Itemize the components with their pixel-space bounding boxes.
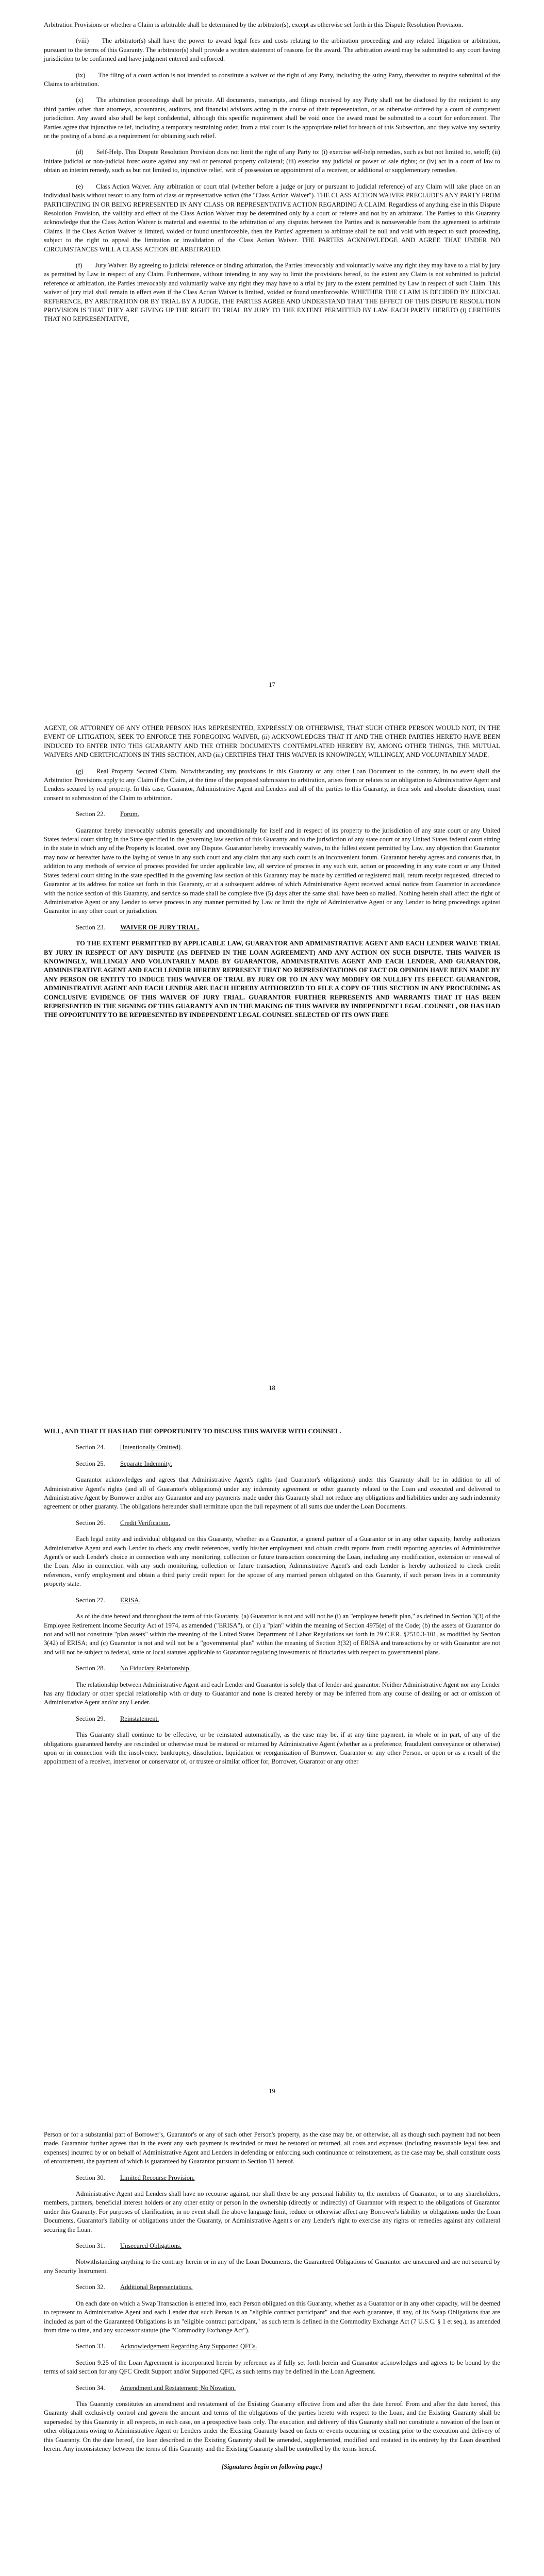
section-title: No Fiduciary Relationship. xyxy=(120,1665,191,1672)
section-22-heading xyxy=(76,810,500,819)
section-title: ERISA. xyxy=(120,1596,141,1604)
paragraph-f-jury-waiver: (f) Jury Waiver. By agreeing to judicial reference or binding arbitration, the Parties irrevocably and voluntarily waive any right they may have to a trial by jury as permitted by Law in respect of any Claim. Furthermore, without intending in any way to limit the provisions hereof, to the extent any Claim is not submitted to judicial reference or arbitration, the Parties irrevocably and voluntarily waive any right they may have to a trial by jury to the extent permitted by Law in respect of such Claim. This waiver of jury trial shall remain in effect even if the Class Action Waiver is limited, voided or found unenforceable. WHETHER THE CLAIM IS DECIDED BY JUDICIAL REFERENCE, BY ARBITRATION OR BY TRIAL BY A JUDGE, THE PARTIES AGREE AND UNDERSTAND THAT THE EFFECT OF THIS DISPUTE RESOLUTION PROVISION IS THAT THEY ARE GIVING UP THE RIGHT TO TRIAL BY JURY TO THE EXTENT PERMITTED BY LAW. EACH PARTY HERETO (i) CERTIFIES THAT NO REPRESENTATIVE, xyxy=(44,261,500,323)
section-30-body: Administrative Agent and Lenders shall have no recourse against, nor shall there be any personal liability to, the members of Guarantor, or to any shareholders, members, partners, beneficial interest holders or any other entity or person in the ownership (directly or indirectly) of Guarantor with respect to the obligations of Guarantor under this Guaranty. For purposes of clarification, in no event shall the above language limit, reduce or otherwise affect any Borrower's liability or obligations under the Loan Documents, Guarantor's liability or obligations under the Guaranty, or Administrative Agent's or any Lender's right to exercise any rights or remedies against any collateral securing the Loan. xyxy=(44,2190,500,2233)
section-number: Section 24. xyxy=(76,1444,105,1451)
document-page-17 xyxy=(0,0,544,703)
paragraph-waiver-end: WILL, AND THAT IT HAS HAD THE OPPORTUNITY TO DISCUSS THIS WAIVER WITH COUNSEL. xyxy=(44,1428,341,1435)
section-23-heading xyxy=(76,923,500,932)
section-33-body: Section 9.25 of the Loan Agreement is incorporated herein by reference as if fully set forth herein and Guarantor acknowledges and agrees to be bound by the terms of said section for any QFC Credit Support and/or Supported QFC, as such terms may be defined in the Loan Agreement. xyxy=(44,2359,500,2376)
section-31-heading xyxy=(76,2242,500,2250)
section-title: Acknowledgement Regarding Any Supported QFCs. xyxy=(120,2343,257,2350)
section-26-heading xyxy=(76,1519,500,1528)
paragraph-d-self-help: (d) Self-Help. This Dispute Resolution Provision does not limit the right of any Party to: (i) exercise self-help remedies, such as but not limited to, setoff; (ii) initiate judicial or non-judicial foreclosure against any real or personal property collateral; (iii) exercise any judicial or power of sale rights; or (iv) act in a court of law to obtain an interim remedy, such as but not limited to, injunctive relief, writ of possession or appointment of a receiver, or additional or supplementary remedies. xyxy=(44,148,500,174)
section-31-body: Notwithstanding anything to the contrary herein or in any of the Loan Documents, the Guaranteed Obligations of Guarantor are unsecured and are not secured by any Security Instrument. xyxy=(44,2258,500,2275)
section-title: [Intentionally Omitted]. xyxy=(120,1444,183,1451)
document-page-20 xyxy=(0,2110,544,2576)
section-number: Section 23. xyxy=(76,923,105,931)
section-title: Unsecured Obligations. xyxy=(120,2242,182,2250)
section-33-heading xyxy=(76,2342,500,2351)
section-number: Section 28. xyxy=(76,1665,105,1672)
page-number: 18 xyxy=(269,1384,275,1392)
section-29-heading xyxy=(76,1715,500,1723)
section-25-body: Guarantor acknowledges and agrees that Administrative Agent's rights (and Guarantor's obligations) under this Guaranty shall be in addition to all of Administrative Agent's rights (and all of Guarantor's obligations) under any indemnity agreement or other guaranty related to the Loan and executed and delivered to Administrative Agent by Borrower and/or any Guarantor and any payments made under this Guaranty shall not reduce any obligations and liabilities under any such indemnity agreement or other guaranty. The obligations hereunder shall terminate upon the full repayment of all sums due under the Loan Documents. xyxy=(44,1476,500,1511)
section-title: Additional Representations. xyxy=(120,2283,193,2291)
section-24-heading xyxy=(76,1443,500,1452)
section-number: Section 31. xyxy=(76,2242,105,2250)
document-page-18 xyxy=(0,703,544,1406)
section-28-body: The relationship between Administrative Agent and each Lender and Guarantor is solely that of lender and guarantor. Neither Administrative Agent nor any Lender has any fiduciary or other special relationship with or duty to Guarantor and none is created hereby or may be inferred from any course of dealing or act or omission of Administrative Agent and/or any Lender. xyxy=(44,1681,500,1706)
paragraph-e-class-action-waiver: (e) Class Action Waiver. Any arbitration or court trial (whether before a judge or jury or pursuant to judicial reference) of any Claim will take place on an individual basis without resort to any form of class or representative action (the "Class Action Waiver"). THE CLASS ACTION WAIVER PRECLUDES ANY PARTY FROM PARTICIPATING IN OR BEING REPRESENTED IN ANY CLASS OR REPRESENTATIVE ACTION REGARDING A CLAIM. Regardless of anything else in this Dispute Resolution Provision, the validity and effect of the Class Action Waiver may be determined only by a court or referee and not by an arbitrator. The Parties to this Guaranty acknowledge that the Class Action Waiver is material and essential to the arbitration of any disputes between the Parties and is nonseverable from the agreement to arbitrate Claims. If the Class Action Waiver is limited, voided or found unenforceable, then the Parties' agreement to arbitrate shall be null and void with respect to such proceeding, subject to the right to appeal the limitation or invalidation of the Class Action Waiver. THE PARTIES ACKNOWLEDGE AND AGREE THAT UNDER NO CIRCUMSTANCES WILL A CLASS ACTION BE ARBITRATED. xyxy=(44,182,500,253)
section-26-body: Each legal entity and individual obligated on this Guaranty, whether as a Guarantor, a general partner of a Guarantor or in any other capacity, hereby authorizes Administrative Agent and each Lender to check any credit references, verify his/her employment and obtain credit reports from credit reporting agencies of Administrative Agent's or such Lender's choice in connection with any monitoring, collection or future transaction concerning the Loan, including any modification, extension or renewal of the Loan. Also in connection with any such monitoring, collection or future transaction, Administrative Agent's and each Lender is hereby authorized to check credit references, verify employment and obtain a third party credit report for the spouse of any married person obligated on this Guaranty, if such person lives in a community property state. xyxy=(44,1535,500,1588)
paragraph-waiver-continuation: AGENT, OR ATTORNEY OF ANY OTHER PERSON HAS REPRESENTED, EXPRESSLY OR OTHERWISE, THAT SUCH OTHER PERSON WOULD NOT, IN THE EVENT OF LITIGATION, SEEK TO ENFORCE THE FOREGOING WAIVER, (ii) ACKNOWLEDGES THAT IT AND THE OTHER PARTIES HERETO HAVE BEEN INDUCED TO ENTER INTO THIS GUARANTY AND THE OTHER DOCUMENTS CONTEMPLATED HEREBY BY, AMONG OTHER THINGS, THE MUTUAL WAIVERS AND CERTIFICATIONS IN THIS SECTION, AND (iii) CERTIFIES THAT THIS WAIVER IS KNOWINGLY, WILLINGLY, AND VOLUNTARILY MADE. xyxy=(44,724,500,759)
section-number: Section 26. xyxy=(76,1519,105,1527)
section-number: Section 25. xyxy=(76,1460,105,1467)
paragraph-g-real-property: (g) Real Property Secured Claim. Notwithstanding any provisions in this Guaranty or any other Loan Document to the contrary, in no event shall the Arbitration Provisions apply to any Claim if the Claim, at the time of the proposed submission to arbitration, arises from or relates to an obligation to Administrative Agent and Lenders secured by real property. In this case, Guarantor, Administrative Agent and Lenders and all of the parties to this Guaranty, in their sole and absolute discretion, must consent to submission of the Claim to arbitration. xyxy=(44,767,500,802)
document-page-19 xyxy=(0,1406,544,2110)
section-number: Section 32. xyxy=(76,2283,105,2291)
section-title: Amendment and Restatement; No Novation. xyxy=(120,2384,236,2392)
section-32-heading xyxy=(76,2283,500,2292)
section-title: Reinstatement. xyxy=(120,1715,159,1722)
section-27-body: As of the date hereof and throughout the term of this Guaranty, (a) Guarantor is not and will not be (i) an "employee benefit plan," as defined in Section 3(3) of the Employee Retirement Income Security Act of 1974, as amended ("ERISA"), or (ii) a "plan" within the meaning of Section 4975(e) of the Code; (b) the assets of Guarantor do not and will not constitute "plan assets" within the meaning of the United States Department of Labor Regulations set forth in 29 C.F.R. §2510.3-101, as modified by Section 3(42) of ERISA; and (c) Guarantor is not and will not be a "governmental plan" within the meaning of Section 3(32) of ERISA and transactions by or with Guarantor are not and will not be subject to federal, state or local statutes applicable to Guarantor regulating investments of fiduciaries with respect to governmental plans. xyxy=(44,1613,500,1656)
section-34-body: This Guaranty constitutes an amendment and restatement of the Existing Guaranty effective from and after the date hereof. From and after the date hereof, this Guaranty shall exclusively control and govern the amount and terms of the obligations of the parties hereto with respect to the Loan, and the Existing Guaranty shall be superseded by this Guaranty in all respects, in each case, on a prospective basis only. The execution and delivery of this Guaranty shall not constitute a novation of the loan or other obligations owing to Administrative Agent or Lenders under the Existing Guaranty based on facts or events occurring or existing prior to the execution and delivery of this Guaranty. On the date hereof, the loan described in the Existing Guaranty shall be amended, supplemented, modified and restated in its entirety by the Loan described herein. Any inconsistency between the terms of this Guaranty and the Existing Guaranty shall be controlled by the terms hereof. xyxy=(44,2400,500,2452)
section-title: Limited Recourse Provision. xyxy=(120,2174,195,2181)
section-number: Section 22. xyxy=(76,810,105,818)
paragraph-x-private-proceedings: (x) The arbitration proceedings shall be private. All documents, transcripts, and filings received by any Party shall not be disclosed by the recipient to any third parties other than attorneys, accountants, auditors, and financial advisors acting in the course of their representation, or as otherwise ordered by a court of competent jurisdiction. Any award also shall be kept confidential, although this specific requirement shall be void once the award must be submitted to a court for enforcement. The Parties agree that injunctive relief, including a temporary restraining order, from a trial court is the appropriate relief for breach of this Subsection, and they waive any security or the posting of a bond as a requirement for obtaining such relief. xyxy=(44,96,500,140)
section-number: Section 27. xyxy=(76,1596,105,1604)
section-28-heading xyxy=(76,1664,500,1673)
section-30-heading xyxy=(76,2174,500,2182)
section-number: Section 29. xyxy=(76,1715,105,1722)
section-title: Credit Verification. xyxy=(120,1519,170,1527)
section-number: Section 33. xyxy=(76,2343,105,2350)
section-29-body: This Guaranty shall continue to be effective, or be reinstated automatically, as the case may be, if at any time payment, in whole or in part, of any of the obligations guaranteed hereby are rescinded or otherwise must be restored or returned by Administrative Agent (whether as a preference, fraudulent conveyance or otherwise) upon or in connection with the insolvency, bankruptcy, dissolution, liquidation or reorganization of Borrower, Guarantor or any other Person, or upon or as a result of the appointment of a receiver, intervenor or conservator of, or trustee or similar officer for, Borrower, Guarantor or any other xyxy=(44,1731,500,1766)
page-number: 19 xyxy=(269,2088,275,2095)
paragraph-arbitrability: Arbitration Provisions or whether a Claim is arbitrable shall be determined by the arbitrator(s), except as otherwise set forth in this Dispute Resolution Provision. xyxy=(44,21,464,28)
page-number: 17 xyxy=(269,681,275,688)
section-number: Section 30. xyxy=(76,2174,105,2181)
paragraph-reinstatement-continuation: Person or for a substantial part of Borrower's, Guarantor's or any of such other Person's property, as the case may be, or otherwise, all as though such payment had not been made. Guarantor further agrees that in the event any such payment is rescinded or must be restored or returned, all costs and expenses (including reasonable legal fees and expenses) incurred by or on behalf of Administrative Agent and Lenders in defending or enforcing such continuance or reinstatement, as the case may be, shall constitute costs of enforcement, the payment of which is guaranteed by Guarantor pursuant to Section 11 hereof. xyxy=(44,2131,500,2165)
section-number: Section 34. xyxy=(76,2384,105,2392)
section-title: Forum. xyxy=(120,810,139,818)
section-title: Separate Indemnity. xyxy=(120,1460,172,1467)
section-32-body: On each date on which a Swap Transaction is entered into, each Person obligated on this Guaranty, whether as a Guarantor or in any other capacity, will be deemed to represent to Administrative Agent and each Lender that such Person is an "eligible contract participant" and that each guarantee, if any, of its Swap Obligations that are included as part of the Guaranteed Obligations is an "eligible contract participant," as such term is defined in the Commodity Exchange Act (7 U.S.C. § 1 et seq.), as amended from time to time, and any successor statute (the "Commodity Exchange Act"). xyxy=(44,2299,500,2334)
section-title: WAIVER OF JURY TRIAL. xyxy=(120,923,200,931)
section-27-heading xyxy=(76,1596,500,1605)
paragraph-viii-legal-fees: (viii) The arbitrator(s) shall have the power to award legal fees and costs relating to the arbitration proceeding and any related litigation or arbitration, pursuant to the terms of this Guaranty. The arbitrator(s) shall provide a written statement of reasons for the award. The arbitration award may be submitted to any court having jurisdiction to be confirmed and have judgment entered and enforced. xyxy=(44,37,500,63)
section-34-heading xyxy=(76,2384,500,2393)
section-22-body: Guarantor hereby irrevocably submits generally and unconditionally for itself and in respect of its property to the jurisdiction of any state court or any United States federal court sitting in the State specified in the governing law section of this Guaranty and to the jurisdiction of any state court or any United States federal court sitting in the state in which any of the Property is located, over any Dispute. Guarantor hereby irrevocably waives, to the fullest extent permitted by Law, any objection that Guarantor may now or hereafter have to the laying of venue in any such court and any claim that any such court is an inconvenient forum. Guarantor hereby agrees and consents that, in addition to any methods of service of process provided for under applicable law, all service of process in any such suit, action or proceeding in any state court or any United States federal court sitting in the state specified in the governing law section of this Guaranty may be made by certified or registered mail, return receipt requested, directed to Guarantor at its address for notice set forth in this Guaranty, or at a subsequent address of which Administrative Agent received actual notice from Guarantor in accordance with the notice section of this Guaranty, and service so made shall be complete five (5) days after the same shall have been so mailed. Nothing herein shall affect the right of Administrative Agent or any Lender to serve process in any manner permitted by Law or limit the right of Administrative Agent or any Lender to bring proceedings against Guarantor in any other court or jurisdiction. xyxy=(44,826,500,915)
signature-note: [Signatures begin on following page.] xyxy=(221,2463,323,2471)
section-23-body: TO THE EXTENT PERMITTED BY APPLICABLE LAW, GUARANTOR AND ADMINISTRATIVE AGENT AND EACH LENDER WAIVE TRIAL BY JURY IN RESPECT OF ANY DISPUTE (AS DEFINED IN THE LOAN AGREEMENT) AND ANY ACTION ON SUCH DISPUTE. THIS WAIVER IS KNOWINGLY, WILLINGLY AND VOLUNTARILY MADE BY GUARANTOR, ADMINISTRATIVE AGENT AND EACH LENDER, AND GUARANTOR, ADMINISTRATIVE AGENT AND EACH LENDER HEREBY REPRESENT THAT NO REPRESENTATIONS OF FACT OR OPINION HAVE BEEN MADE BY ANY PERSON OR ENTITY TO INDUCE THIS WAIVER OF TRIAL BY JURY OR TO IN ANY WAY MODIFY OR NULLIFY ITS EFFECT. GUARANTOR, ADMINISTRATIVE AGENT AND EACH LENDER ARE EACH HEREBY AUTHORIZED TO FILE A COPY OF THIS SECTION IN ANY PROCEEDING AS CONCLUSIVE EVIDENCE OF THIS WAIVER OF JURY TRIAL. GUARANTOR FURTHER REPRESENTS AND WARRANTS THAT IT HAS BEEN REPRESENTED IN THE SIGNING OF THIS GUARANTY AND IN THE MAKING OF THIS WAIVER BY INDEPENDENT LEGAL COUNSEL, OR HAS HAD THE OPPORTUNITY TO BE REPRESENTED BY INDEPENDENT LEGAL COUNSEL SELECTED OF ITS OWN FREE xyxy=(44,940,500,1019)
section-25-heading xyxy=(76,1460,500,1468)
paragraph-ix-court-action: (ix) The filing of a court action is not intended to constitute a waiver of the right of any Party, including the suing Party, thereafter to require submittal of the Claims to arbitration. xyxy=(44,71,500,88)
